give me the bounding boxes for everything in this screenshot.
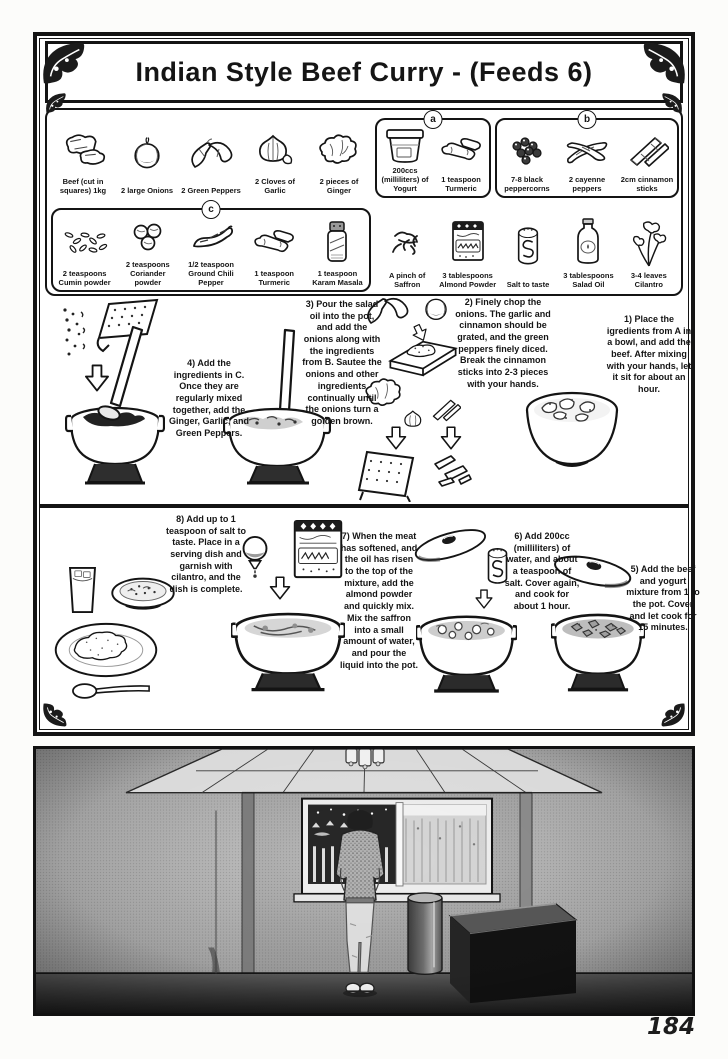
peppercorn-icon — [507, 123, 547, 176]
corner-ornament-icon — [660, 702, 686, 728]
cayenne-icon — [562, 123, 612, 176]
ingredient-label: 3-4 leaves Cilantro — [630, 271, 667, 290]
ingredient-label: 7-8 black peppercorns — [504, 175, 550, 194]
ingredient-item — [558, 206, 618, 292]
ingredient-label: 2 teaspoons Cumin powder — [58, 269, 111, 288]
ingredient-label: 1 teaspoon Karam Masala — [312, 269, 363, 288]
coriander-icon — [128, 213, 168, 261]
spoon-illustration — [71, 682, 153, 700]
cinnamon-icon — [625, 123, 669, 176]
grater-icon — [357, 450, 419, 502]
turmeric-icon — [252, 213, 296, 270]
chili-icon — [188, 213, 234, 261]
ingredient-label: 2 large Onions — [120, 186, 174, 196]
ingredient-item — [437, 206, 497, 292]
ingredient-item — [115, 116, 179, 198]
ingredient-item — [377, 206, 437, 292]
ingredient-item — [306, 210, 369, 290]
almond-powder-package-illustration — [291, 518, 345, 580]
recipe-title-bar — [45, 41, 683, 103]
ingredient-item — [617, 120, 677, 196]
ingredient-item — [179, 116, 243, 198]
step-4-text: 4) Add the ingredients in C. Once they are regularly mixed together, add the Ginger, Garlic, and Green Peppers. — [168, 358, 250, 439]
ingredient-label: 2cm cinnamon sticks — [620, 175, 674, 194]
ingredient-label: 200ccs (milliliters) of Yogurt — [381, 166, 429, 194]
ingredient-item — [433, 120, 489, 196]
pot-step6-illustration — [416, 603, 517, 709]
ingredient-item — [619, 206, 679, 292]
ingredient-item — [243, 210, 306, 290]
ingredient-item — [243, 116, 307, 198]
group-b-tag: b — [578, 110, 597, 129]
section-divider — [39, 504, 689, 508]
yogurt-icon — [383, 123, 427, 167]
room-scene-illustration — [36, 749, 692, 1013]
ingredient-item — [557, 120, 617, 196]
step-3-text: 3) Pour the salad oil into the pot, and add the onions along with the ingredients from B. Sautee the onions and other ingredients continually until the onions turn a golden brown. — [302, 299, 382, 426]
ingredients-main-group — [51, 116, 371, 198]
glass-illustration — [66, 566, 99, 614]
corner-ornament-icon — [45, 92, 67, 114]
beef-icon — [59, 119, 107, 178]
ingredient-label: 1 teaspoon Turmeric — [441, 175, 481, 194]
recipe-card — [33, 32, 700, 736]
cilantro-icon — [631, 209, 667, 272]
step-6-text: 6) Add 200cc (milliliters) of water, and about a teaspoon of salt. Cover again, and cook for about 1 hour. — [504, 531, 580, 612]
page-title: Indian Style Beef Curry - (Feeds 6) — [135, 56, 593, 87]
green-pepper-icon — [185, 119, 237, 187]
ingredient-label: Beef (cut in squares) 1kg — [59, 177, 107, 196]
ingredient-label: 2 pieces of Ginger — [319, 177, 359, 196]
ingredient-label: Salt to taste — [506, 280, 550, 290]
ingredient-item — [179, 210, 242, 290]
ingredient-label: 1/2 teaspoon Ground Chili Pepper — [188, 260, 234, 288]
ingredient-item — [377, 120, 433, 196]
ingredient-label: 2 cayenne peppers — [568, 175, 606, 194]
step-7-text: 7) When the meat has softened, and the oil has risen to the top of the mixture, add the almond powder and quickly mix. Mix the saffron into a small amount of water, and pour the liquid into the pot. — [340, 531, 418, 670]
ingredient-label: 2 Cloves of Garlic — [254, 177, 295, 196]
ingredient-label: 3 tablespoons Almond Powder — [439, 271, 497, 290]
down-arrow-icon — [268, 576, 292, 600]
ingredient-item — [307, 116, 371, 198]
ginger-icon — [316, 119, 362, 178]
ingredient-label: A pinch of Saffron — [389, 271, 426, 290]
ingredient-item — [116, 210, 179, 290]
corner-ornament-icon — [42, 702, 68, 728]
ingredient-group-b — [495, 113, 679, 198]
manga-panel — [33, 746, 695, 1016]
corner-ornament-icon — [661, 92, 683, 114]
garlic-icon — [255, 119, 295, 178]
down-arrow-icon — [384, 426, 408, 450]
ingredient-item — [497, 120, 557, 196]
group-a-tag: a — [424, 110, 443, 129]
almond-powder-icon — [448, 209, 488, 272]
pot-step7-illustration — [231, 600, 345, 708]
corner-ornament-icon — [641, 40, 687, 86]
pot-lid-illustration — [411, 510, 489, 574]
pot-step4-illustration — [65, 325, 165, 495]
down-arrow-icon — [439, 426, 463, 450]
step-5-text: 5) Add the beef and yogurt mixture from 1 to the pot. Cover and let cook for 15 minutes. — [626, 564, 700, 633]
onion-icon — [419, 292, 453, 322]
step-1-text: 1) Place the igredients from A in a bowl, and add the beef. After mixing with your hands, let it sit for about an hour. — [606, 314, 692, 395]
step-8-text: 8) Add up to 1 teaspoon of salt to taste. Place in a serving dish and garnish with cilantro, and the dish is complete. — [165, 514, 246, 595]
ingredients-panel — [45, 108, 683, 296]
ingredients-extras-group — [377, 206, 679, 292]
ingredient-label: 3 tablespoons Salad Oil — [563, 271, 614, 290]
ingredient-item — [51, 116, 115, 198]
group-c-tag: c — [202, 200, 221, 219]
corner-ornament-icon — [41, 40, 87, 86]
turmeric-icon — [439, 123, 483, 176]
ingredient-group-c — [51, 203, 371, 292]
page-number: 184 — [646, 1014, 695, 1040]
ingredient-item — [498, 206, 558, 292]
onion-icon — [127, 119, 167, 187]
rice-plate-illustration — [53, 621, 159, 679]
ingredient-group-a — [375, 113, 491, 198]
ingredient-label: 1 teaspoon Turmeric — [254, 269, 294, 288]
salt-icon — [514, 209, 542, 281]
step-2-text: 2) Finely chop the onions. The garlic and cinnamon should be grated, and the green peppers finely diced. Break the cinnamon sticks into 2-3 pieces with your hands. — [455, 297, 551, 389]
cumin-icon — [61, 213, 109, 270]
ingredient-item — [53, 210, 116, 290]
cinnamon-pieces-illustration — [431, 452, 473, 488]
oil-bottle-icon — [573, 209, 603, 272]
saffron-icon — [387, 209, 427, 272]
ingredient-label: 2 teaspoons Coriander powder — [125, 260, 170, 288]
cinnamon-icon — [429, 396, 461, 422]
masala-jar-icon — [322, 213, 352, 270]
ingredient-label: 2 Green Peppers — [181, 186, 241, 196]
